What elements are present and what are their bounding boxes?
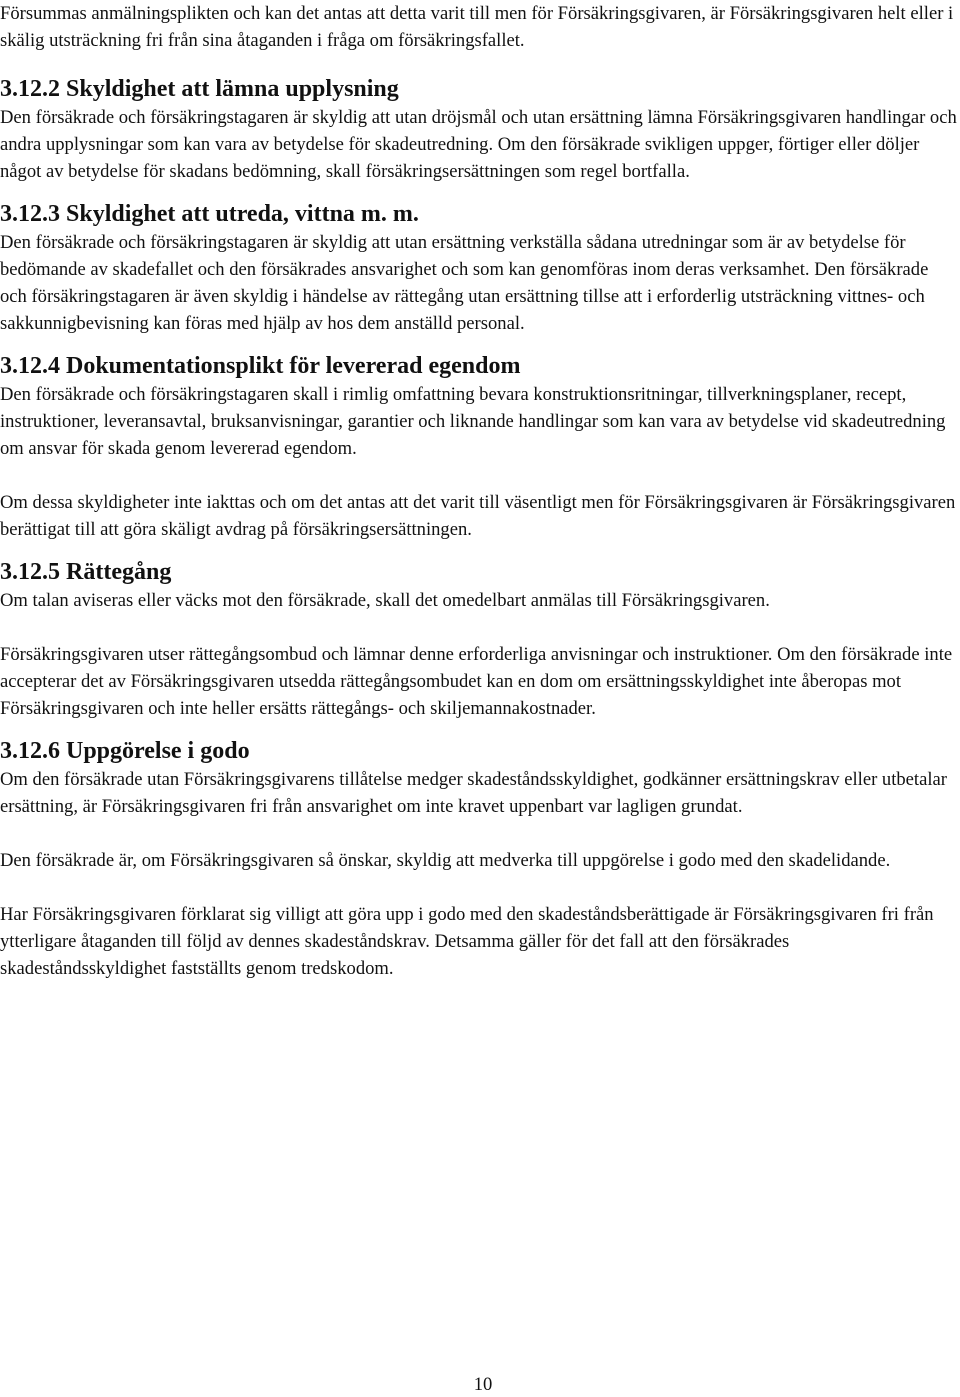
section-heading-3-12-3: 3.12.3 Skyldighet att utreda, vittna m. m. xyxy=(0,201,419,227)
section-3-12-6-paragraph-1: Om den försäkrade utan Försäkringsgivarens tillåtelse medger skadeståndsskyldighet, godkänner ersättningskrav eller utbetalar ersättning, är Försäkringsgivaren fri från ansvarighet om inte kravet uppenbart var lagligen grundat. xyxy=(0,769,947,817)
section-heading-3-12-5: 3.12.5 Rättegång xyxy=(0,559,172,585)
section-3-12-5-paragraph-1: Om talan aviseras eller väcks mot den försäkrade, skall det omedelbart anmälas till Försäkringsgivaren. xyxy=(0,590,770,611)
page-number: 10 xyxy=(473,1374,493,1395)
section-3-12-5-paragraph-2: Försäkringsgivaren utser rättegångsombud och lämnar denne erforderliga anvisningar och instruktioner. Om den försäkrade inte accepterar det av Försäkringsgivaren utsedda rättegångsombudet kan en dom om ersättningsskyldighet inte åberopas mot Försäkringsgivaren och inte heller ersätts rättegångs- och skiljemannakostnader. xyxy=(0,644,953,719)
section-heading-3-12-4: 3.12.4 Dokumentationsplikt för levererad egendom xyxy=(0,353,521,379)
intro-paragraph: Försummas anmälningsplikten och kan det antas att detta varit till men för Försäkringsgivaren, är Försäkringsgivaren helt eller i skälig utsträckning fri från sina åtaganden i fråga om försäkringsfallet. xyxy=(0,3,954,51)
section-3-12-2-paragraph-1: Den försäkrade och försäkringstagaren är skyldig att utan dröjsmål och utan ersättning lämna Försäkringsgivaren handlingar och andra upplysningar som kan vara av betydelse för skadeutredning. Om den försäkrade svikligen uppger, förtiger eller döljer något av betydelse för skadans bedömning, skall försäkringsersättningen som regel bortfalla. xyxy=(0,107,957,182)
section-3-12-6-paragraph-2: Den försäkrade är, om Försäkringsgivaren så önskar, skyldig att medverka till uppgörelse i godo med den skadelidande. xyxy=(0,850,891,871)
section-3-12-6-paragraph-3: Har Försäkringsgivaren förklarat sig villigt att göra upp i godo med den skadeståndsberättigade är Försäkringsgivaren fri från ytterligare åtaganden till följd av dennes skadeståndskrav. Detsamma gäller för det fall att den försäkrades skadeståndsskyldighet fastställts genom tredskodom. xyxy=(0,904,934,979)
section-heading-3-12-2: 3.12.2 Skyldighet att lämna upplysning xyxy=(0,76,399,102)
section-3-12-4-paragraph-2: Om dessa skyldigheter inte iakttas och om det antas att det varit till väsentligt men för Försäkringsgivaren är Försäkringsgivaren berättigat till att göra skäligt avdrag på försäkringsersättningen. xyxy=(0,492,956,540)
section-heading-3-12-6: 3.12.6 Uppgörelse i godo xyxy=(0,738,250,764)
section-3-12-4-paragraph-1: Den försäkrade och försäkringstagaren skall i rimlig omfattning bevara konstruktionsritningar, tillverkningsplaner, recept, instruktioner, leveransavtal, bruksanvisningar, garantier och liknande handlingar som kan vara av betydelse vid skadeutredning om ansvar för skada genom levererad egendom. xyxy=(0,384,946,459)
section-3-12-3-paragraph-1: Den försäkrade och försäkringstagaren är skyldig att utan ersättning verkställa sådana utredningar som är av betydelse för bedömande av skadefallet och den försäkrades ansvarighet och som kan genomföras inom deras verksamhet. Den försäkrade och försäkringstagaren är även skyldig i händelse av rättegång utan ersättning tillse att i erforderlig utsträckning vittnes- och sakkunnigbevisning kan föras med hjälp av hos dem anställd personal. xyxy=(0,232,929,334)
